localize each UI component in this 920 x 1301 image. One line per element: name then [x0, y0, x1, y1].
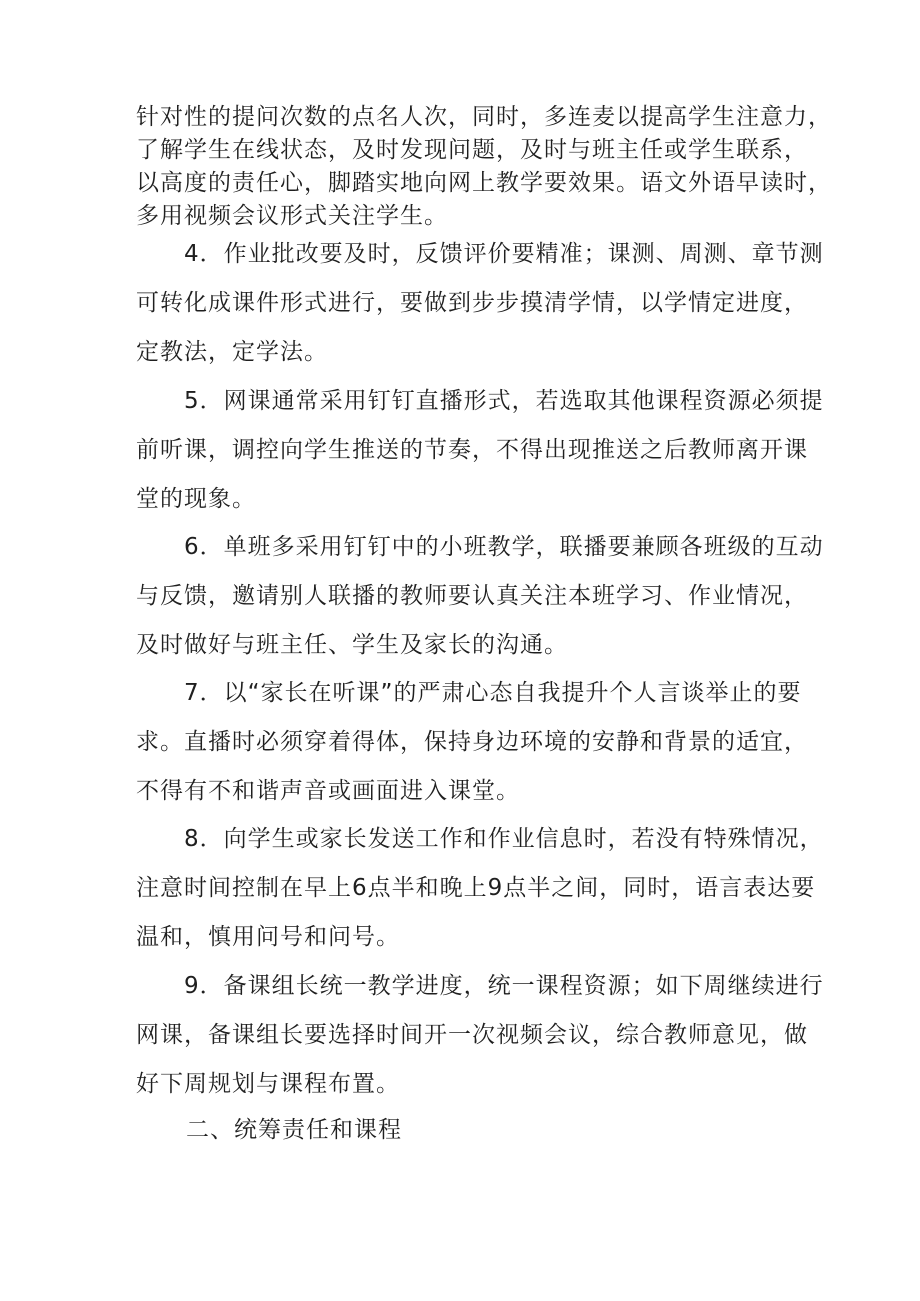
text-line: 可转化成课件形式进行，要做到步步摸清学情，以学情定进度，	[136, 290, 808, 316]
text-line: 7．以“家长在听课”的严肃心态自我提升个人言谈举止的要	[136, 680, 802, 706]
paragraph-item-7	[136, 669, 808, 816]
text-line: 网课，备课组长要选择时间开一次视频会议，综合教师意见，做	[136, 1022, 808, 1048]
text-line: 好下周规划与课程布置。	[136, 1071, 400, 1097]
text-line: 温和，慎用问号和问号。	[136, 924, 400, 950]
paragraph-item-6	[136, 523, 824, 670]
text-line: 6．单班多采用钉钉中的小班教学，联播要兼顾各班级的互动	[136, 534, 824, 560]
paragraph-item-8	[136, 815, 824, 962]
text-line: 以高度的责任心，脚踏实地向网上教学要效果。语文外语早读时，	[136, 170, 832, 196]
text-line: 与反馈，邀请别人联播的教师要认真关注本班学习、作业情况，	[136, 583, 808, 609]
text-line: 不得有不和谐声音或画面进入课堂。	[136, 778, 520, 804]
text-line: 4．作业批改要及时，反馈评价要精准；课测、周测、章节测	[136, 241, 824, 267]
paragraph-item-9	[136, 962, 824, 1109]
text-line: 定教法，定学法。	[136, 339, 328, 365]
paragraph-item-5	[136, 377, 824, 524]
text-line: 前听课，调控向学生推送的节奏，不得出现推送之后教师离开课	[136, 437, 808, 463]
section-heading: 二、统筹责任和课程	[186, 1117, 402, 1143]
text-line: 针对性的提问次数的点名人次，同时，多连麦以提高学生注意力，	[136, 104, 832, 130]
text-line: 及时做好与班主任、学生及家长的沟通。	[136, 632, 568, 658]
text-line: 8．向学生或家长发送工作和作业信息时，若没有特殊情况，	[136, 826, 824, 852]
text-line: 堂的现象。	[136, 486, 256, 512]
text-line: 注意时间控制在早上6点半和晚上9点半之间，同时，语言表达要	[136, 875, 816, 901]
text-line: 求。直播时必须穿着得体，保持身边环境的安静和背景的适宜，	[136, 729, 808, 755]
text-line: 了解学生在线状态，及时发现问题，及时与班主任或学生联系，	[136, 137, 808, 163]
text-line: 5．网课通常采用钉钉直播形式，若选取其他课程资源必须提	[136, 388, 824, 414]
paragraph-item-4	[136, 230, 824, 377]
text-line: 9．备课组长统一教学进度，统一课程资源；如下周继续进行	[136, 973, 824, 999]
text-line: 多用视频会议形式关注学生。	[136, 203, 448, 229]
paragraph-online-monitoring	[136, 101, 832, 233]
